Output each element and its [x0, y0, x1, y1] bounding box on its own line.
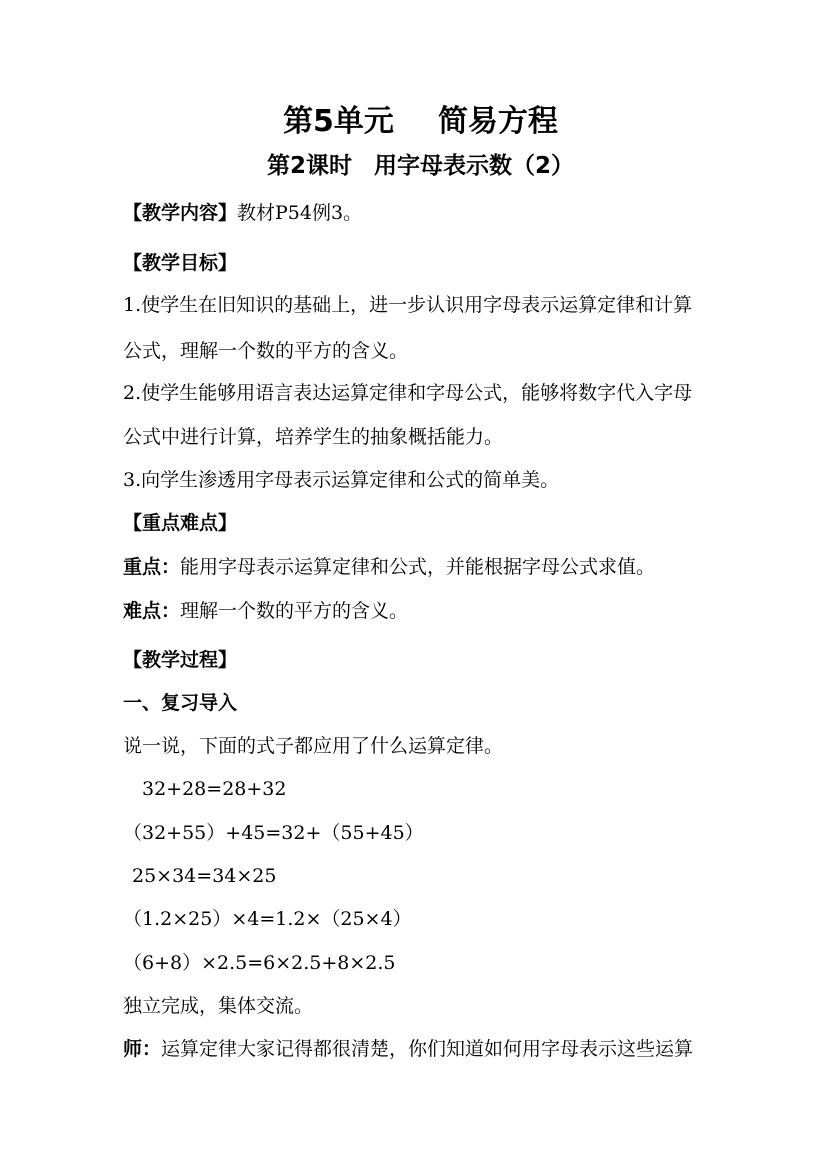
- goal-line-4: 公式中进行计算，培养学生的抽象概括能力。: [123, 426, 504, 448]
- difficulty-text: 理解一个数的平方的含义。: [180, 600, 409, 622]
- formula-4: （1.2×25）×4=1.2×（25×4）: [123, 908, 412, 930]
- lesson-name: 用字母表示数（2）: [374, 153, 575, 179]
- unit-number: 第5单元: [283, 104, 394, 139]
- formula-2: （32+55）+45=32+（55+45）: [123, 822, 424, 844]
- unit-name: 简易方程: [437, 104, 558, 139]
- key-points-heading: 【重点难点】: [123, 512, 238, 534]
- difficulty-label: 难点：: [123, 600, 181, 622]
- formula-5: （6+8）×2.5=6×2.5+8×2.5: [123, 952, 396, 974]
- goals-heading: 【教学目标】: [123, 252, 238, 274]
- unit-title: [0, 102, 827, 142]
- focus-text: 能用字母表示运算定律和公式，并能根据字母公式求值。: [180, 556, 656, 578]
- difficulty-point: [123, 596, 408, 626]
- goal-line-2: 公式，理解一个数的平方的含义。: [123, 340, 409, 362]
- activity-note: 独立完成，集体交流。: [123, 995, 314, 1017]
- teaching-content-text: 教材P54例3。: [237, 202, 363, 224]
- process-heading: 【教学过程】: [123, 649, 238, 671]
- teacher-text: 运算定律大家记得都很清楚，你们知道如何用字母表示这些运算: [161, 1038, 694, 1060]
- goal-line-5: 3.向学生渗透用字母表示运算定律和公式的简单美。: [123, 469, 560, 491]
- formula-3: 25×34=34×25: [132, 865, 277, 887]
- formula-1: 32+28=28+32: [142, 778, 287, 800]
- lesson-title: [0, 149, 827, 183]
- teacher-speech: [123, 1034, 693, 1064]
- section-review-intro: 一、复习导入: [123, 692, 238, 714]
- review-question: 说一说，下面的式子都应用了什么运算定律。: [123, 735, 504, 757]
- teaching-content-label: 【教学内容】: [123, 202, 238, 224]
- lesson-number: 第2课时: [266, 153, 352, 179]
- focus-point: [123, 552, 655, 582]
- teacher-label: 师：: [123, 1038, 162, 1060]
- goal-line-3: 2.使学生能够用语言表达运算定律和字母公式，能够将数字代入字母: [123, 382, 693, 404]
- focus-label: 重点：: [123, 556, 181, 578]
- goal-line-1: 1.使学生在旧知识的基础上，进一步认识用字母表示运算定律和计算: [123, 294, 693, 316]
- teaching-content: [123, 198, 362, 228]
